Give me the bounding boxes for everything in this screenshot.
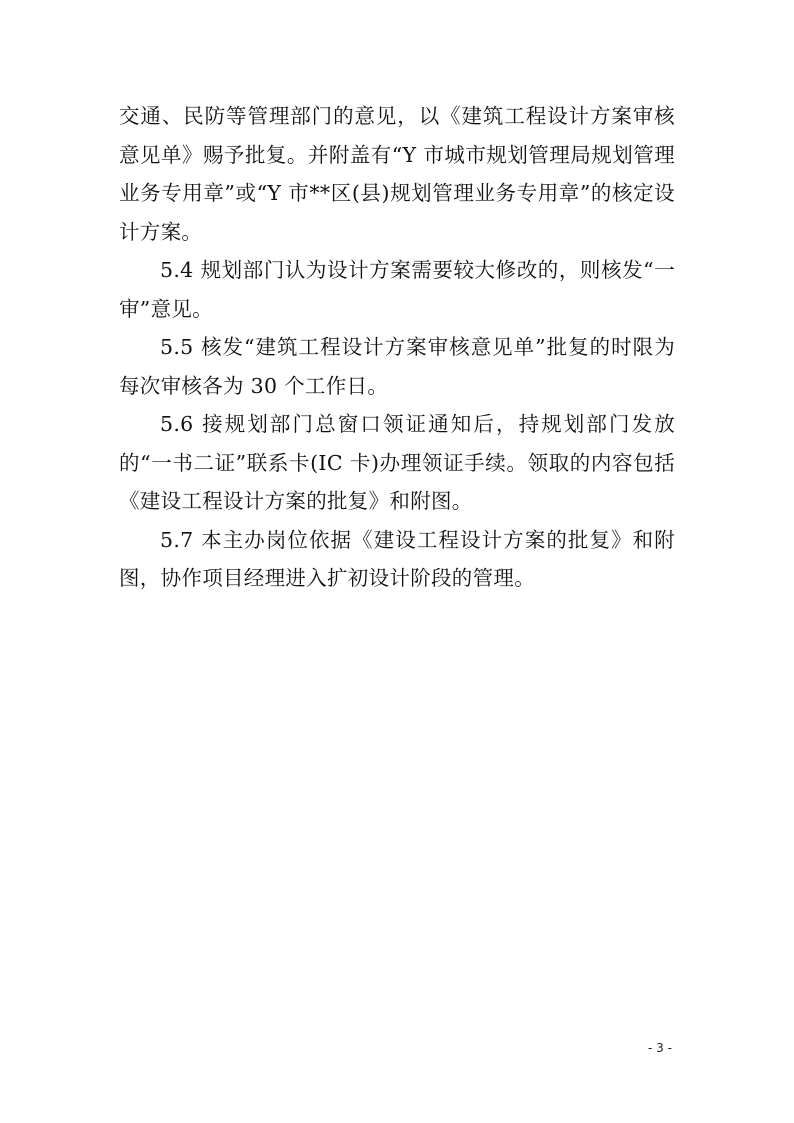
paragraph-5-7: 5.7 本主办岗位依据《建设工程设计方案的批复》和附图，协作项目经理进入扩初设计阶段的管理。 — [119, 527, 675, 590]
paragraph-5-5: 5.5 核发“建筑工程设计方案审核意见单”批复的时限为每次审核各为 30 个工作日。 — [119, 335, 675, 398]
page-number: - 3 - — [648, 1041, 672, 1055]
paragraph-continuation: 交通、民防等管理部门的意见，以《建筑工程设计方案审核意见单》赐予批复。并附盖有“Y 市城市规划管理局规划管理业务专用章”或“Y 市**区(县)规划管理业务专用章”的核定设计方案。 — [119, 104, 675, 244]
paragraph-5-4: 5.4 规划部门认为设计方案需要较大修改的，则核发“一审”意见。 — [119, 258, 675, 321]
paragraph-5-6: 5.6 接规划部门总窗口领证通知后，持规划部门发放的“一书二证”联系卡(IC 卡)办理领证手续。领取的内容包括《建设工程设计方案的批复》和附图。 — [119, 412, 675, 513]
document-body — [119, 97, 675, 598]
